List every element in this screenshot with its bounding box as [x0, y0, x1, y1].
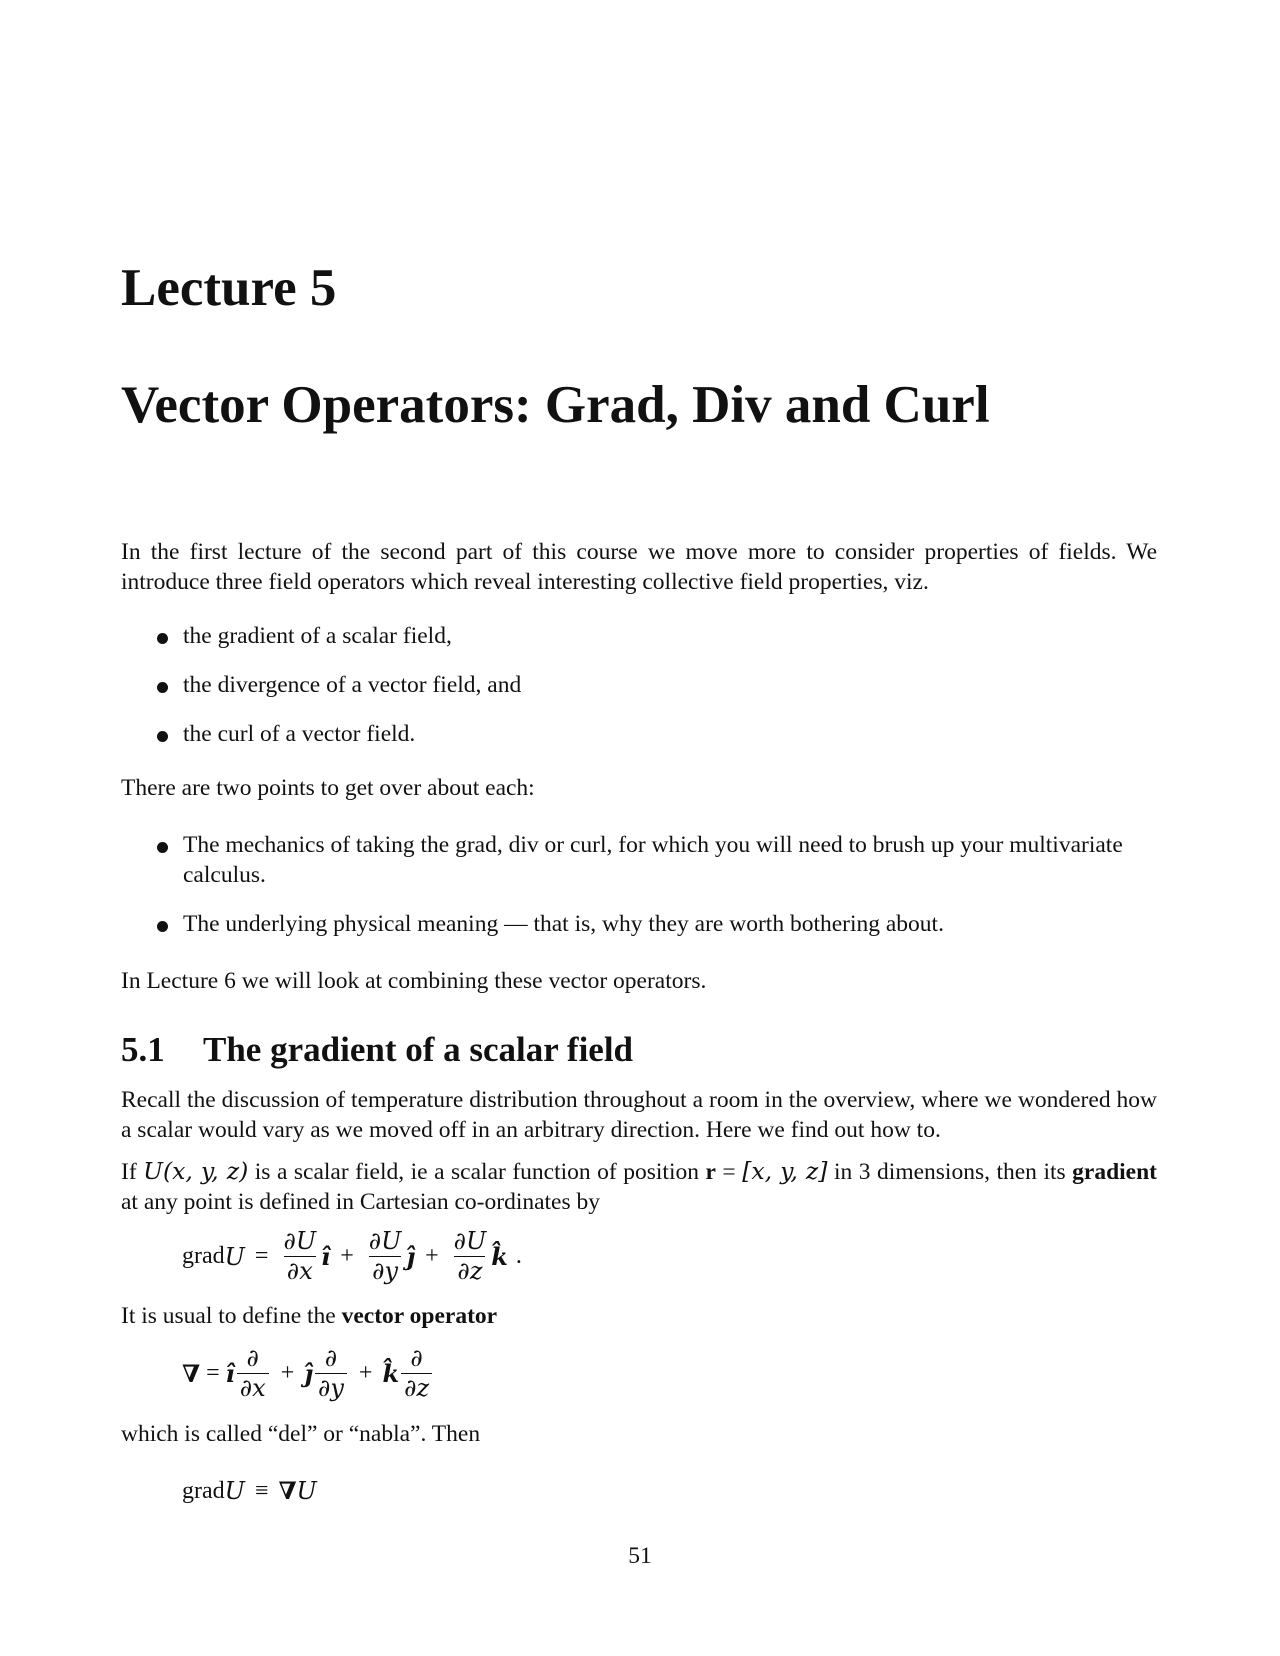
gradient-equation: grad U = $\frac{\partial U}{\partial x}$ î + $\frac{\partial U}{\partial y}$ ĵ + $\frac{\partial U}{\partial z}$ k̂ .: [182, 1227, 522, 1286]
list-item: The mechanics of taking the grad, div or curl, for which you will need to brush up your multivariate calculus.: [121, 830, 1157, 890]
gradient-definition-paragraph: If U(x, y, z) is a scalar field, ie a scalar function of position r = [x, y, z] in 3 dimensions, then its gradient at any point is defined in Cartesian co-ordinates by: [121, 1157, 1158, 1215]
points-list: [121, 830, 1157, 939]
grad-equivalence-equation: grad U ≡ ∇ U: [182, 1477, 317, 1505]
nabla-symbol: ∇: [182, 1361, 201, 1388]
partial-derivative-fraction: $\frac{\partial U}{\partial x}$: [283, 1227, 317, 1286]
lecture-number-heading: Lecture 5: [121, 259, 337, 317]
scalar-field-symbol: U(x, y, z): [143, 1157, 249, 1185]
section-number: 5.1: [121, 1030, 165, 1069]
page-number: 51: [628, 1543, 652, 1569]
partial-derivative-fraction: $\frac{\partial U}{\partial z}$: [453, 1227, 487, 1286]
list-item: The underlying physical meaning — that is, why they are worth bothering about.: [121, 909, 1157, 939]
unit-vector-j: ĵ: [406, 1242, 416, 1272]
unit-vector-i: î: [225, 1359, 235, 1389]
bullet-icon: [157, 633, 168, 644]
lecture6-note-paragraph: In Lecture 6 we will look at combining these vector operators.: [121, 968, 707, 994]
unit-vector-k: k̂: [491, 1242, 508, 1272]
vector-operator-term: vector operator: [341, 1303, 498, 1329]
section-heading: [121, 1032, 633, 1067]
bullet-icon: [157, 842, 168, 853]
unit-vector-k: k̂: [382, 1359, 400, 1389]
recall-paragraph: Recall the discussion of temperature distribution throughout a room in the overview, where we wondered how a scalar would vary as we moved off in an arbitrary direction. Here we find out how to.: [121, 1087, 1157, 1143]
partial-derivative-fraction: $\frac{\partial U}{\partial y}$: [368, 1227, 402, 1286]
unit-vector-i: î: [321, 1242, 331, 1272]
list-item: the curl of a vector field.: [121, 719, 1157, 749]
del-operator-equation: ∇ = î $\frac{\partial}{\partial x}$ + ĵ $\frac{\partial}{\partial y}$ + k̂ $\frac{\partial}{\partial z}$: [182, 1346, 434, 1401]
operators-list: [121, 621, 1157, 749]
del-name-paragraph: which is called “del” or “nabla”. Then: [121, 1421, 481, 1447]
nabla-symbol: ∇: [278, 1479, 297, 1505]
vector-operator-paragraph: It is usual to define the vector operator: [121, 1303, 498, 1329]
coordinates-symbol: [x, y, z]: [742, 1157, 828, 1185]
partial-operator-fraction: $\frac{\partial}{\partial z}$: [401, 1346, 432, 1401]
partial-operator-fraction: $\frac{\partial}{\partial x}$: [237, 1346, 269, 1401]
list-item: the gradient of a scalar field,: [121, 621, 1157, 651]
bullet-icon: [157, 731, 168, 742]
lecture-title-heading: Vector Operators: Grad, Div and Curl: [121, 376, 990, 434]
partial-operator-fraction: $\frac{\partial}{\partial y}$: [315, 1346, 347, 1401]
bullet-icon: [157, 921, 168, 932]
intro-paragraph: In the first lecture of the second part of this course we move more to consider properties of fields. We introduce three field operators which reveal interesting collective field properties, viz.: [121, 539, 1157, 595]
gradient-term: gradient: [1072, 1159, 1158, 1185]
position-vector-symbol: r: [705, 1159, 716, 1185]
points-intro-paragraph: There are two points to get over about each:: [121, 775, 535, 801]
unit-vector-j: ĵ: [304, 1359, 313, 1389]
section-title: The gradient of a scalar field: [203, 1030, 634, 1069]
bullet-icon: [157, 682, 168, 693]
list-item: the divergence of a vector field, and: [121, 670, 1157, 700]
